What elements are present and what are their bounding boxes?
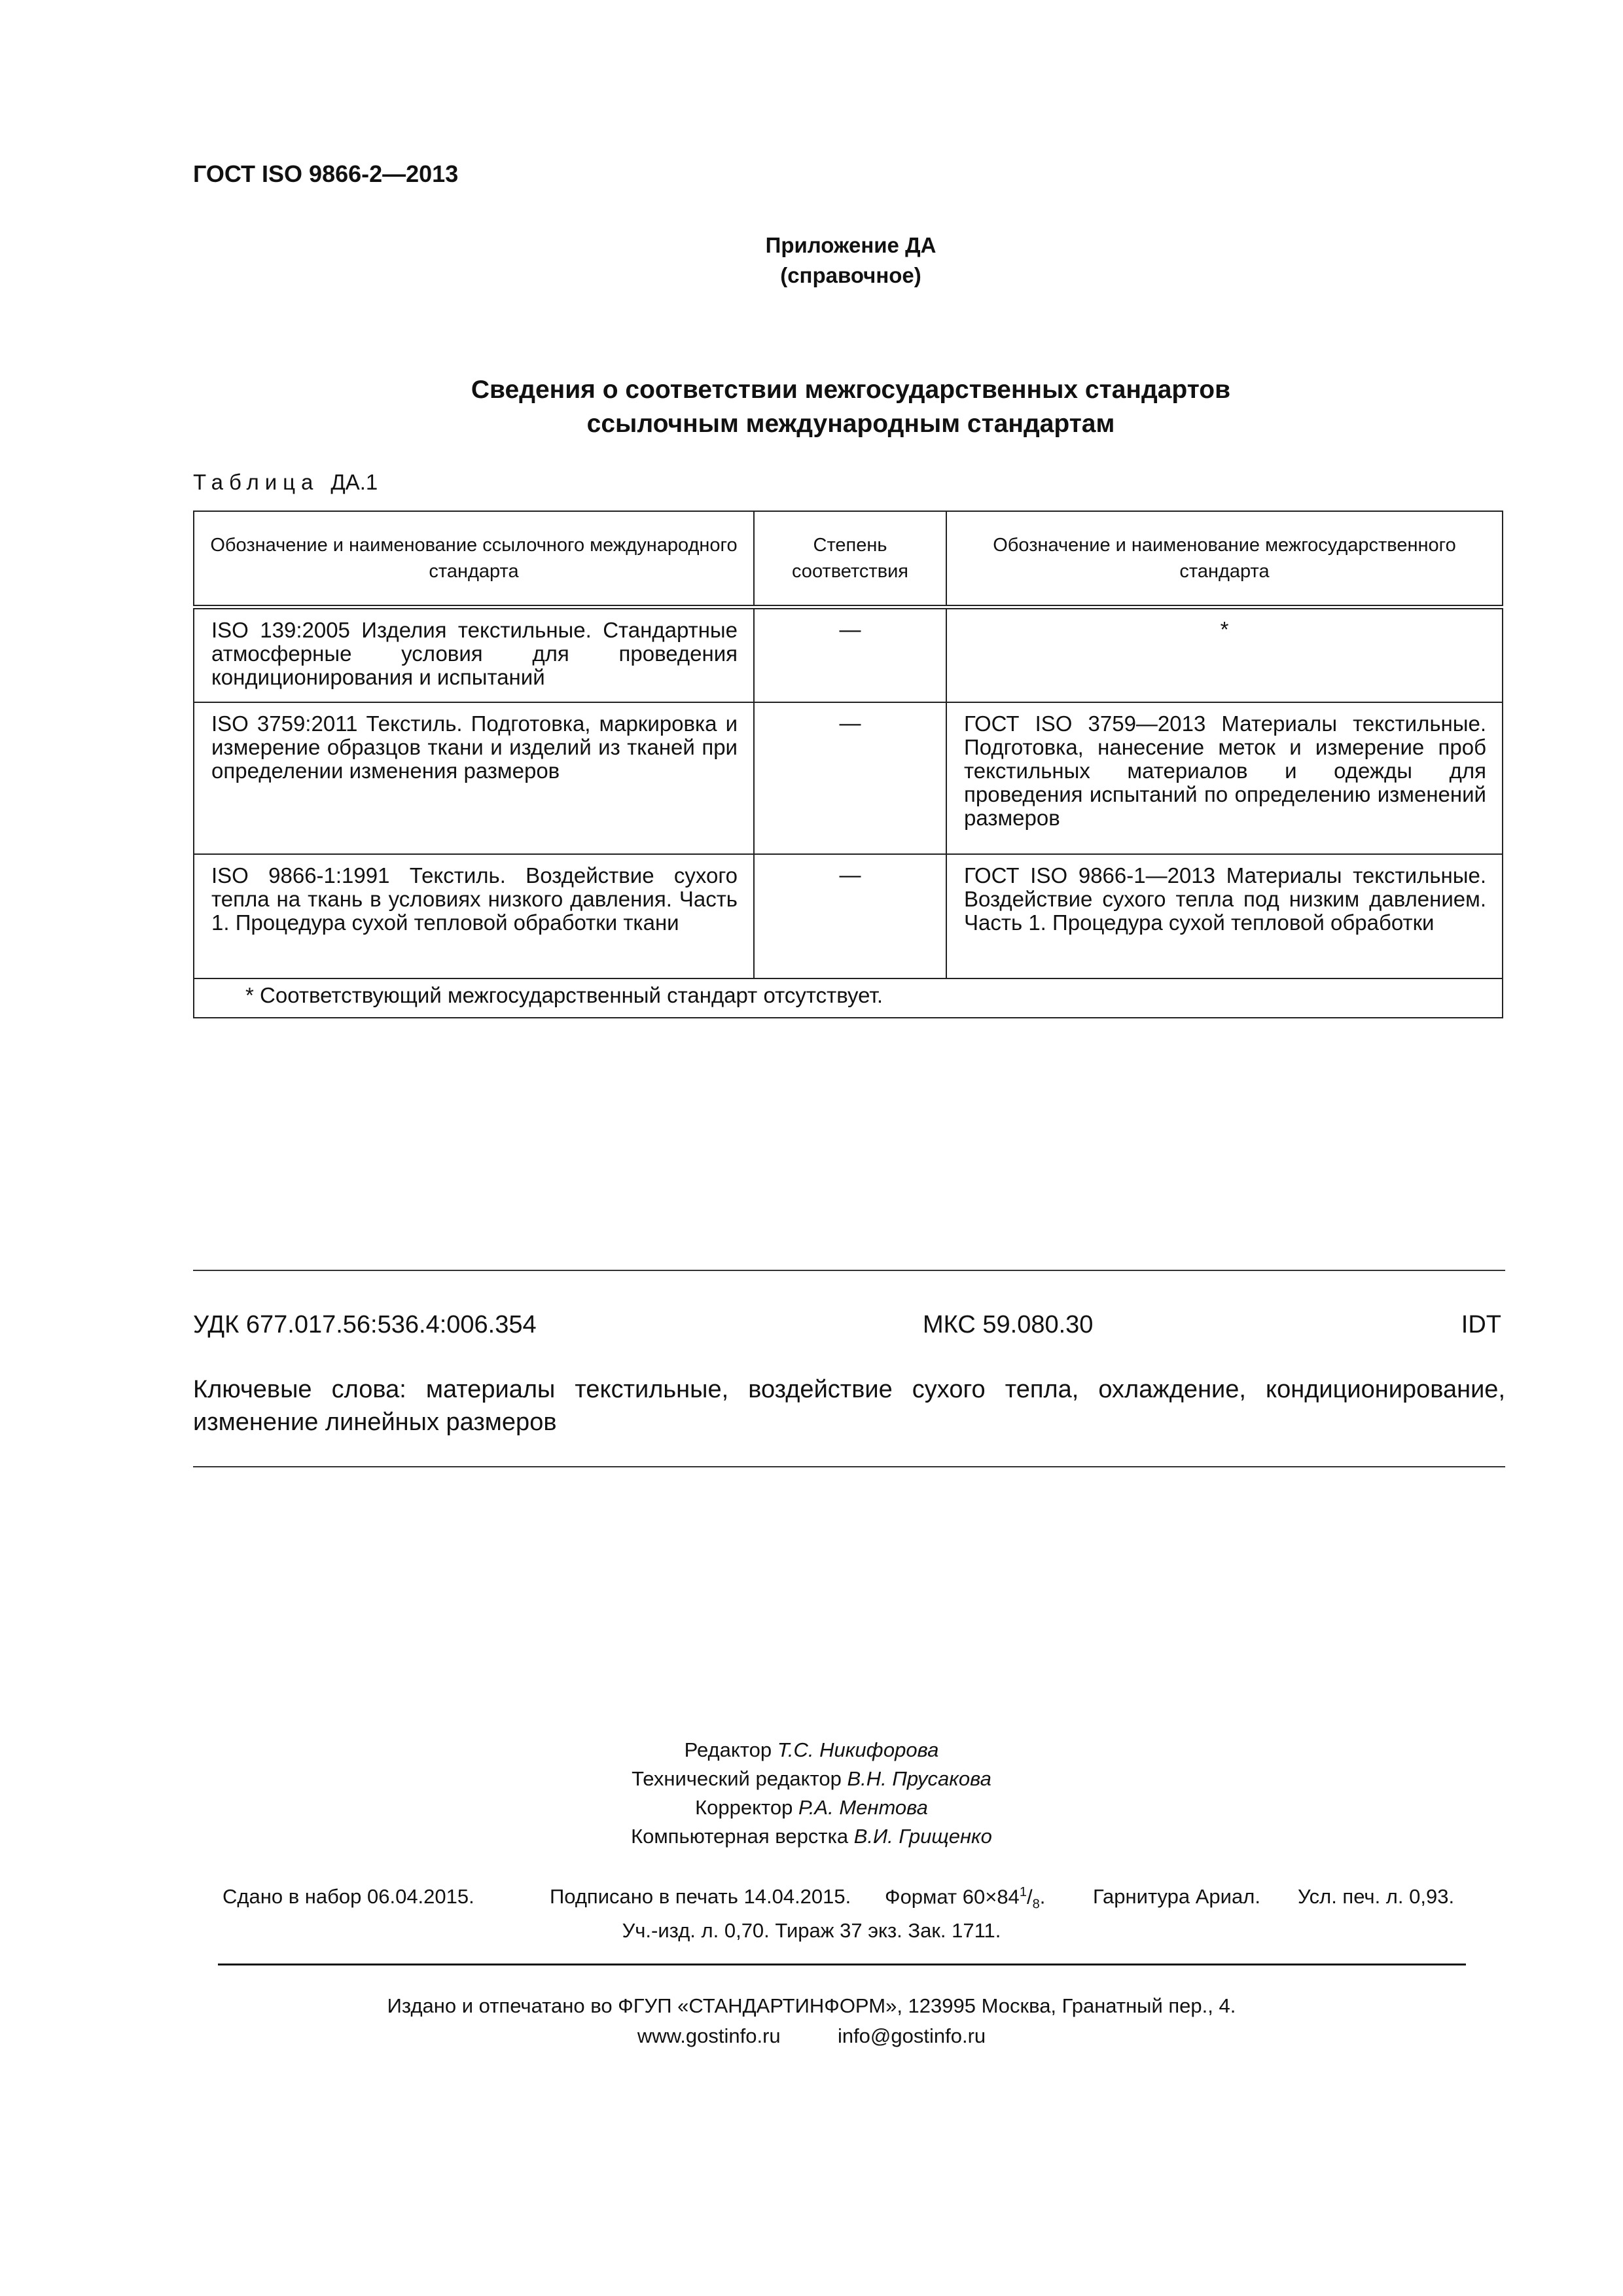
annex-subtitle: (справочное) xyxy=(780,263,921,287)
international-standard-cell: ISO 139:2005 Изделия текстильные. Стандартные атмосферные условия для проведения кондиционирования и испытаний xyxy=(194,607,754,702)
annex-heading xyxy=(654,230,1047,291)
udc-code: УДК 677.017.56:536.4:006.354 xyxy=(193,1311,537,1338)
table-row xyxy=(194,854,1503,978)
font-info: Гарнитура Ариал. xyxy=(1093,1885,1260,1908)
interstate-standard-cell: ГОСТ ISO 3759—2013 Материалы текстильные. Подготовка, нанесение меток и измерение проб текстильных материалов и одежды для проведения испытаний по определению изменений размеров xyxy=(946,702,1503,854)
section-title-line-2: ссылочным международным стандартам xyxy=(586,410,1115,438)
credit-name: В.И. Грищенко xyxy=(853,1825,992,1848)
document-id: ГОСТ ISO 9866-2—2013 xyxy=(193,160,459,187)
interstate-standard-cell: * xyxy=(946,607,1503,702)
keywords: Ключевые слова: материалы текстильные, воздействие сухого тепла, охлаждение, кондиционирование, изменение линейных размеров xyxy=(193,1376,1505,1436)
publisher-contacts xyxy=(0,2021,1623,2051)
table-caption-number: ДА.1 xyxy=(330,470,378,494)
credit-name: Р.А. Ментова xyxy=(798,1796,928,1819)
divider-bottom xyxy=(193,1466,1505,1467)
degree-cell: — xyxy=(754,854,946,978)
idt-label: IDT xyxy=(1461,1311,1501,1338)
format-numerator: 1 xyxy=(1019,1885,1027,1899)
international-standard-cell: ISO 3759:2011 Текстиль. Подготовка, маркировка и измерение образцов ткани и изделий из тканей при определении изменения размеров xyxy=(194,702,754,854)
header-interstate-standard: Обозначение и наименование межгосударственного стандарта xyxy=(946,511,1503,607)
degree-cell: — xyxy=(754,702,946,854)
table-footnote-row xyxy=(194,978,1503,1018)
section-title-line-1: Сведения о соответствии межгосударственных стандартов xyxy=(471,376,1231,404)
credit-tech-editor xyxy=(0,1765,1623,1793)
publisher-info xyxy=(0,1991,1623,2051)
divider-publisher xyxy=(218,1964,1466,1965)
format-prefix: Формат 60×84 xyxy=(885,1885,1020,1909)
credit-name: Т.С. Никифорова xyxy=(777,1738,939,1761)
print-info-line-2: Уч.-изд. л. 0,70. Тираж 37 экз. Зак. 1711. xyxy=(622,1919,1001,1942)
print-sheets: Усл. печ. л. 0,93. xyxy=(1298,1885,1455,1908)
section-title xyxy=(314,373,1387,441)
credit-corrector xyxy=(0,1793,1623,1822)
header-international-standard: Обозначение и наименование ссылочного международного стандарта xyxy=(194,511,754,607)
annex-title: Приложение ДА xyxy=(765,233,936,257)
international-standard-cell: ISO 9866-1:1991 Текстиль. Воздействие сухого тепла на ткань в условиях низкого давления. Часть 1. Процедура сухой тепловой обработки ткани xyxy=(194,854,754,978)
format-info: Формат $60\times 84^1/_8$. xyxy=(885,1885,1046,1912)
credit-name: В.Н. Прусакова xyxy=(847,1767,991,1790)
mks-code: МКС 59.080.30 xyxy=(923,1311,1094,1338)
header-degree-of-correspondence: Степень соответствия xyxy=(754,511,946,607)
signed-date: Подписано в печать 14.04.2015. xyxy=(550,1885,851,1908)
table-caption xyxy=(193,470,378,495)
interstate-standard-cell: ГОСТ ISO 9866-1—2013 Материалы текстильные. Воздействие сухого тепла под низким давлением. Часть 1. Процедура сухой тепловой обработки xyxy=(946,854,1503,978)
table-caption-word: Таблица xyxy=(193,470,319,494)
credit-editor xyxy=(0,1736,1623,1765)
table-footnote: * Соответствующий межгосударственный стандарт отсутствует. xyxy=(194,978,1503,1018)
publisher-website[interactable]: www.gostinfo.ru xyxy=(637,2024,781,2047)
table-row xyxy=(194,607,1503,702)
table-row xyxy=(194,702,1503,854)
credit-label: Корректор xyxy=(695,1796,793,1819)
credit-label: Технический редактор xyxy=(632,1767,842,1790)
table-header-row xyxy=(194,511,1503,607)
submitted-date: Сдано в набор 06.04.2015. xyxy=(223,1885,474,1908)
credit-label: Компьютерная верстка xyxy=(631,1825,849,1848)
divider-top xyxy=(193,1270,1505,1271)
degree-cell: — xyxy=(754,607,946,702)
credit-layout xyxy=(0,1822,1623,1851)
publisher-address: Издано и отпечатано во ФГУП «СТАНДАРТИНФОРМ», 123995 Москва, Гранатный пер., 4. xyxy=(387,1994,1236,2017)
publisher-email[interactable]: info@gostinfo.ru xyxy=(837,2024,986,2047)
credit-label: Редактор xyxy=(684,1738,772,1761)
standards-table xyxy=(193,511,1503,1018)
format-denominator: 8 xyxy=(1032,1897,1040,1912)
